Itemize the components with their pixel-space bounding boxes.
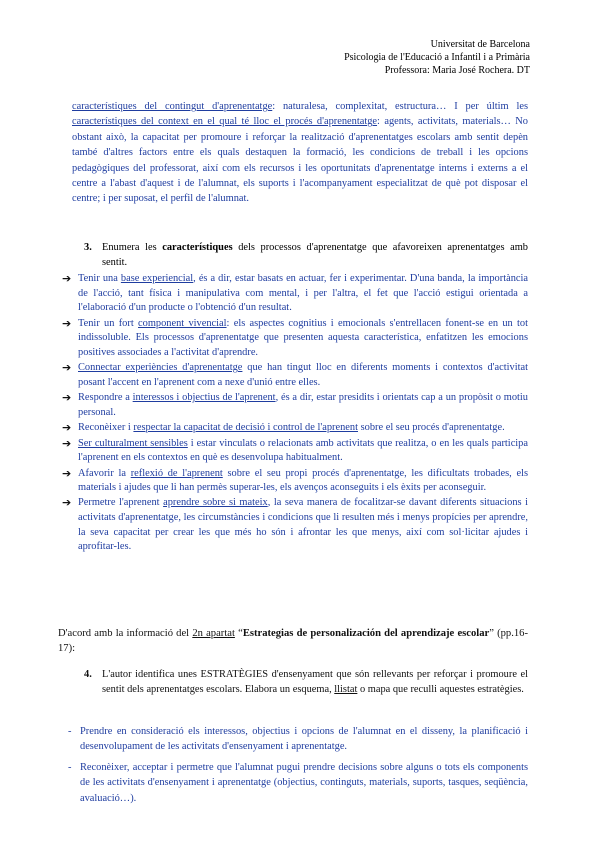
- intro-underline-2: característiques del context en el qual té lloc el procés d'aprenentatge: [72, 116, 378, 128]
- item-post: , és a dir, estar presidits i orientats cap a un propòsit o motiu personal.: [78, 392, 528, 418]
- list-item: [62, 317, 528, 361]
- section-underline: 2n apartat: [192, 628, 235, 639]
- item-pre: Respondre a: [78, 392, 133, 404]
- item-underline: aprendre sobre si mateix: [163, 497, 268, 509]
- list-item: [62, 272, 528, 316]
- dash-bullet: -: [68, 726, 72, 737]
- item-pre: Tenir un fort: [78, 317, 139, 329]
- question-3-bold: característiques: [162, 242, 233, 253]
- list-item: [68, 760, 528, 806]
- item-text: Prendre en consideració els interessos, objectius i opcions de l'alumnat en el disseny, la planificació i desenvolupament de les activitats d'ensenyament i aprenentatge.: [80, 726, 528, 753]
- arrow-icon: ➔: [62, 421, 72, 435]
- question-3-pre: Enumera les: [102, 242, 163, 253]
- arrow-icon: ➔: [62, 391, 72, 405]
- header-university: Universitat de Barcelona: [430, 39, 530, 50]
- arrow-icon: ➔: [62, 436, 72, 450]
- intro-text-1: : naturalesa, complexitat, estructura… I per últim les: [272, 101, 528, 112]
- arrow-icon: ➔: [62, 496, 72, 510]
- item-underline: base experiencial: [120, 273, 194, 284]
- arrow-icon: ➔: [62, 466, 72, 480]
- arrow-icon: ➔: [62, 272, 72, 285]
- question-4-pre: L'autor identifica unes ESTRATÈGIES d'ensenyament que són rellevants per reforçar i promoure el sentit dels aprenentatges escolars. Elabora un esquema,: [102, 669, 528, 696]
- header-course: Psicologia de l'Educació a Infantil i a Primària: [344, 52, 530, 63]
- item-underline: Connectar experiències d'aprenentatge: [78, 362, 243, 374]
- question-3-text: [102, 240, 528, 271]
- item-text: Reconèixer, acceptar i permetre que l'alumnat pugui prendre decisions sobre alguns o tots els components de les activitats d'ensenyament i aprenentatge (objectius, continguts, materials, suports, tasques, seqüència, avaluació…).: [80, 761, 528, 804]
- section-intro: [58, 626, 528, 657]
- item-pre: Tenir una: [78, 273, 121, 284]
- item-underline: interessos i objectius de l'aprenent: [132, 392, 276, 404]
- arrow-icon: ➔: [62, 361, 72, 375]
- q4-answer-list: [68, 724, 528, 811]
- item-post: , és a dir, estar basats en actuar, fer i experimentar. D'una banda, la importància de l'acció, tant física i manipulativa com mental, i per l'altra, el fet que l'acció estigui orientada a l'elaboració d'un producte o l'obtenció d'un resultat.: [78, 273, 528, 314]
- intro-text-2: : agents, activitats, materials… No obstant això, la capacitat per promoure i reforçar la realització d'aprenentatges escolars amb sentit depèn també d'altres factors entre els quals destaquen la formació, les condicions de treball i les opcions pedagògiques del professorat, així com els recursos i les oportunitats d'aprenentatge interns i externs a el centre a l'abast d'aquest i de l'alumnat, els suports i l'acompanyament especialitzat de què pot disposar el centre; i per suposat, el perfil de l'alumnat.: [72, 116, 528, 205]
- list-item: [62, 421, 528, 436]
- question-4-text: [102, 667, 528, 698]
- list-item: [62, 391, 528, 420]
- item-post: sobre el seu propi procés d'aprenentatge, les dificultats trobades, els materials i ajudes que li han permès superar-les, els avenços aconseguits i els èxits per aconseguir.: [78, 467, 529, 494]
- item-post: : els aspectes cognitius i emocionals s'entrellacen fonent-se en un tot indissoluble. Els processos d'aprenentatge que presenten aquesta característica, enfatitzen les emocions positives associades a l'activitat d'aprendre.: [78, 317, 528, 358]
- list-item: [62, 361, 528, 390]
- list-item: [62, 467, 528, 496]
- item-underline: reflexió de l'aprenent: [130, 467, 223, 479]
- intro-underline-1: característiques del contingut d'aprenentatge: [72, 101, 273, 112]
- section-quote-open: “: [234, 628, 243, 639]
- arrow-icon: ➔: [62, 316, 72, 330]
- item-post: que han tingut lloc en diferents moments i contextos d'activitat posant l'accent en l'aprenent com a nexe d'unió entre elles.: [78, 362, 528, 388]
- item-pre: Reconèixer i: [78, 422, 134, 434]
- question-3: [72, 240, 528, 271]
- item-post: , la seva manera de focalitzar-se davant diferents situacions i activitats d'aprenentatge, les circumstàncies i condicions que li resulten més i menys propícies per aprendre, la seva capacitat per crear les que més ho són i afrontar les que menys, així com sol·licitar ajudes i aprofitar-les.: [78, 497, 528, 553]
- header-professor: Professora: Maria José Rochera. DT: [384, 65, 530, 76]
- question-4-number: 4.: [84, 669, 92, 680]
- question-3-post: dels processos d'aprenentatge que afavoreixen aprenentatges amb sentit.: [102, 242, 529, 269]
- item-pre: Afavorir la: [78, 467, 131, 479]
- item-underline: respectar la capacitat de decisió i control de l'aprenent: [133, 422, 358, 434]
- list-item: [62, 437, 528, 466]
- section-post: ” (pp.16-17):: [58, 628, 528, 655]
- q3-answer-list: [62, 272, 528, 556]
- item-pre: Permetre l'aprenent: [78, 497, 164, 509]
- list-item: [68, 724, 528, 755]
- document-header: [344, 38, 530, 77]
- list-item: [62, 496, 528, 554]
- item-underline: component vivencial: [138, 317, 227, 329]
- intro-paragraph: [72, 99, 528, 207]
- question-3-number: 3.: [84, 242, 92, 253]
- section-bold-title: Estrategias de personalización del aprendizaje escolar: [242, 628, 490, 639]
- section-pre: D'acord amb la informació del: [58, 628, 193, 639]
- question-4: [84, 667, 528, 698]
- item-post: sobre el seu procés d'aprenentatge.: [358, 422, 505, 434]
- item-post: i estar vinculats o relacionats amb activitats que realitza, o en les quals participa l'aprenent en els contextos en què es desenvolupa habitualment.: [78, 437, 528, 464]
- dash-bullet: -: [68, 761, 72, 773]
- question-4-post: o mapa que reculli aquestes estratègies.: [357, 684, 524, 696]
- item-underline: Ser culturalment sensibles: [78, 437, 188, 449]
- question-4-underline: llistat: [334, 684, 358, 696]
